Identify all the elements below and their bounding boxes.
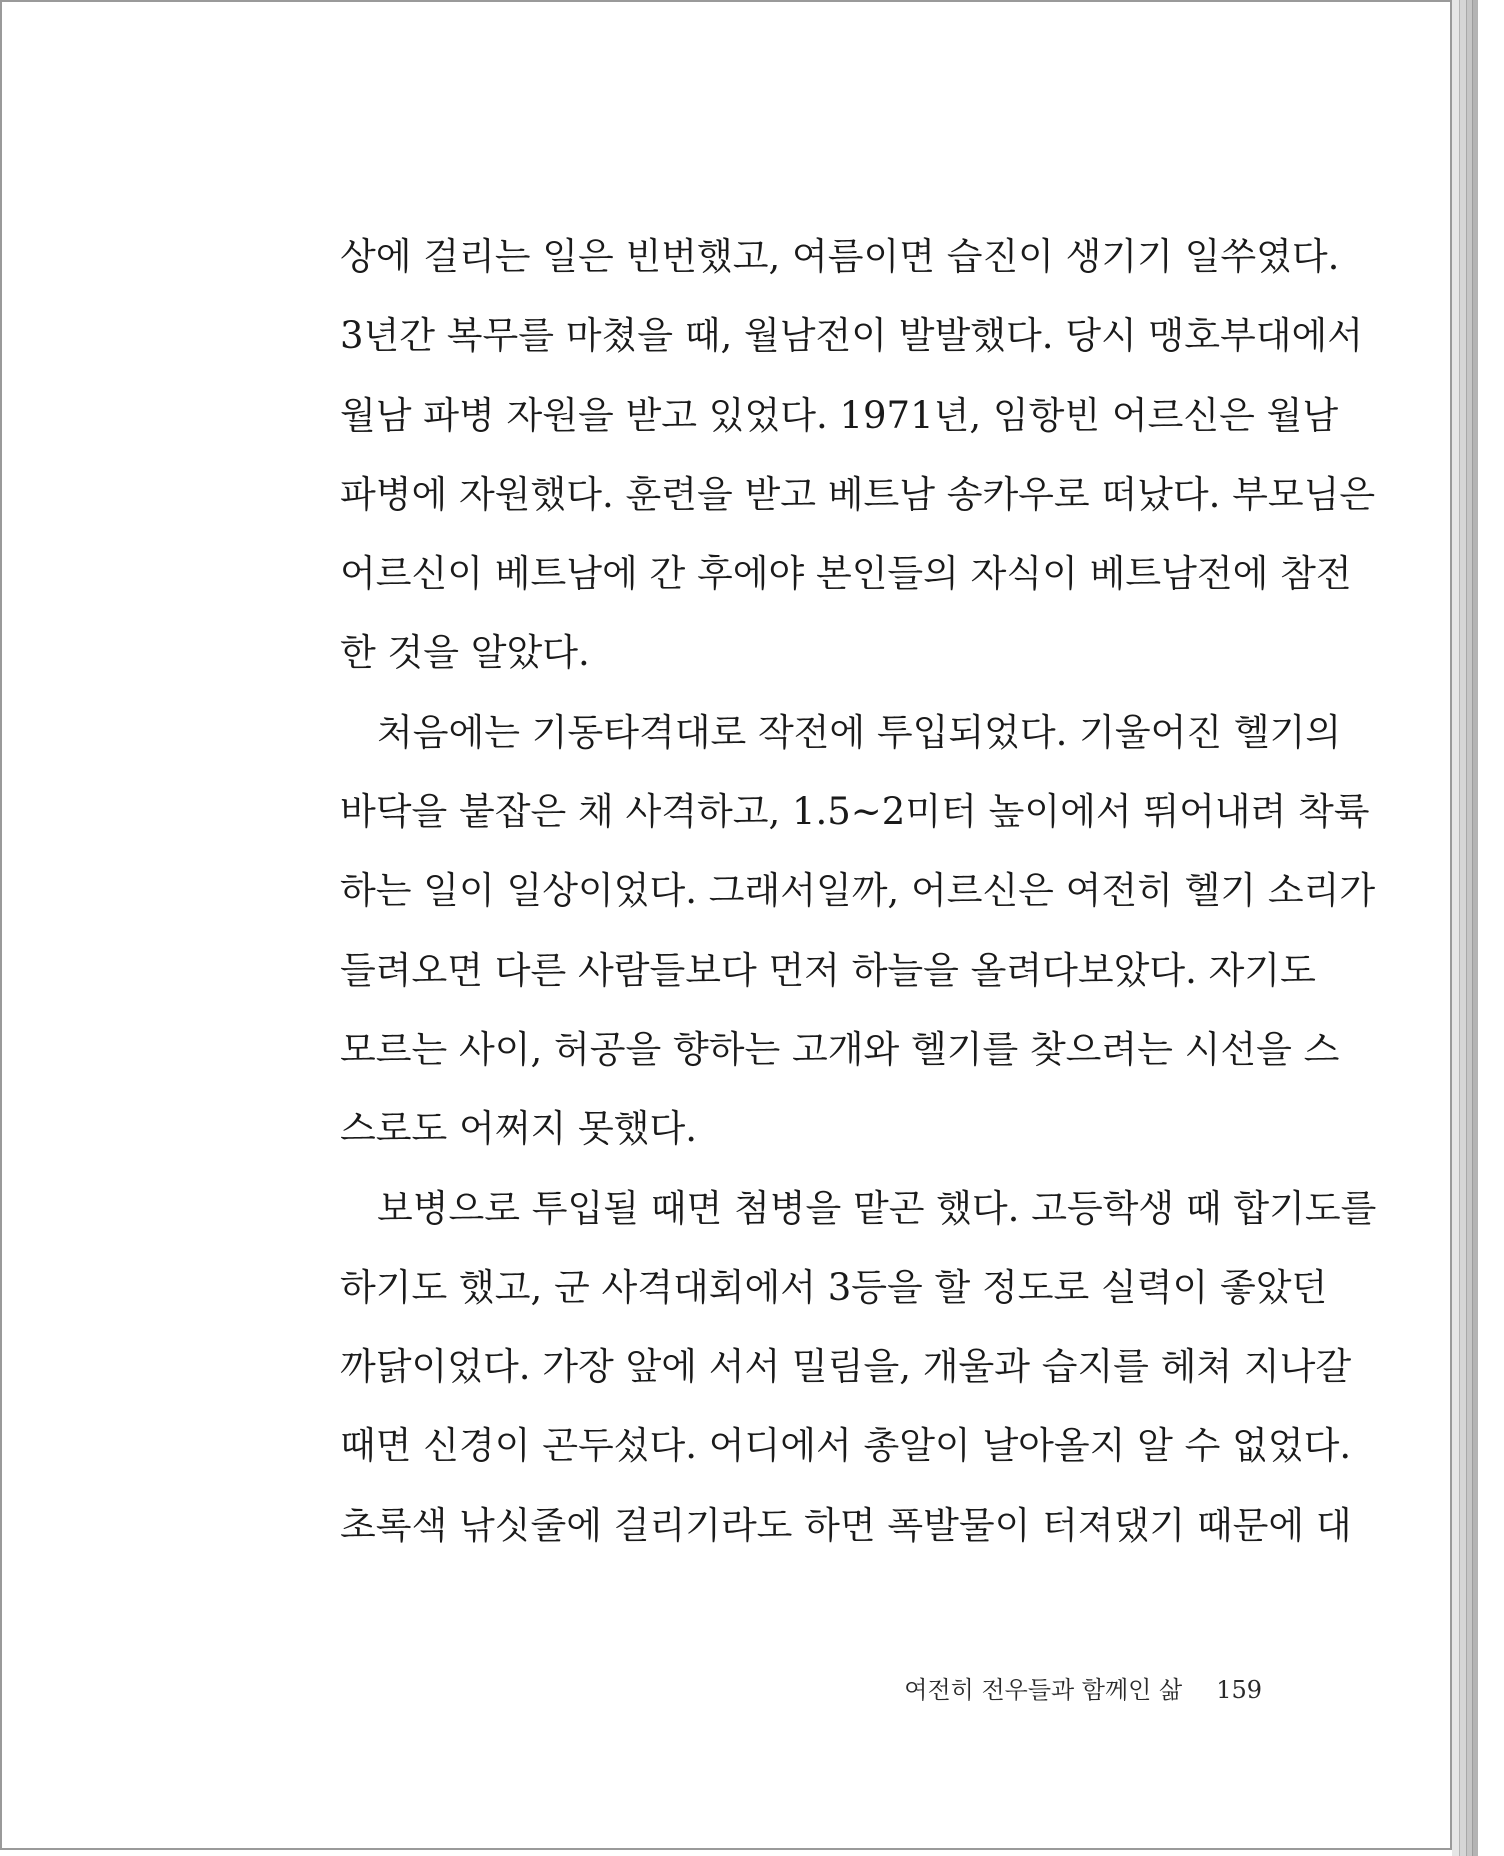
body-line: 처음에는 기동타격대로 작전에 투입되었다. 기울어진 헬기의 <box>377 710 1342 754</box>
body-line: 들려오면 다른 사람들보다 먼저 하늘을 올려다보았다. 자기도 <box>340 948 1316 992</box>
page-edge-shadow <box>1452 0 1460 1856</box>
body-line: 한 것을 알았다. <box>340 631 590 675</box>
page-edge-shadow <box>1473 0 1478 1856</box>
body-text <box>340 227 1377 1575</box>
body-line: 월남 파병 자원을 받고 있었다. 1971년, 임항빈 어르신은 월남 <box>340 393 1339 437</box>
body-line: 초록색 낚싯줄에 걸리기라도 하면 폭발물이 터져댔기 때문에 대 <box>340 1503 1352 1547</box>
body-line: 보병으로 투입될 때면 첨병을 맡곤 했다. 고등학생 때 합기도를 <box>377 1186 1377 1230</box>
body-line: 하는 일이 일상이었다. 그래서일까, 어르신은 여전히 헬기 소리가 <box>340 869 1376 913</box>
running-title: 여전히 전우들과 함께인 삶 <box>904 1676 1183 1704</box>
body-line: 까닭이었다. 가장 앞에 서서 밀림을, 개울과 습지를 헤쳐 지나갈 <box>340 1345 1352 1389</box>
body-line: 때면 신경이 곤두섰다. 어디에서 총알이 날아올지 알 수 없었다. <box>340 1424 1352 1468</box>
page-edge-shadow <box>1460 0 1467 1856</box>
body-line: 모르는 사이, 허공을 향하는 고개와 헬기를 찾으려는 시선을 스 <box>340 1027 1340 1071</box>
body-line: 3년간 복무를 마쳤을 때, 월남전이 발발했다. 당시 맹호부대에서 <box>340 314 1363 358</box>
body-line: 어르신이 베트남에 간 후에야 본인들의 자식이 베트남전에 참전 <box>340 552 1352 596</box>
body-line: 상에 걸리는 일은 빈번했고, 여름이면 습진이 생기기 일쑤였다. <box>340 235 1340 278</box>
body-line: 파병에 자원했다. 훈련을 받고 베트남 송카우로 떠났다. 부모님은 <box>340 472 1376 516</box>
body-line: 스로도 어쩌지 못했다. <box>340 1107 697 1151</box>
body-line: 하기도 했고, 군 사격대회에서 3등을 할 정도로 실력이 좋았던 <box>340 1265 1328 1309</box>
body-line: 바닥을 붙잡은 채 사격하고, 1.5~2미터 높이에서 뛰어내려 착륙 <box>340 790 1370 834</box>
page-footer <box>852 1670 1262 1705</box>
page-number: 159 <box>1216 1676 1262 1704</box>
